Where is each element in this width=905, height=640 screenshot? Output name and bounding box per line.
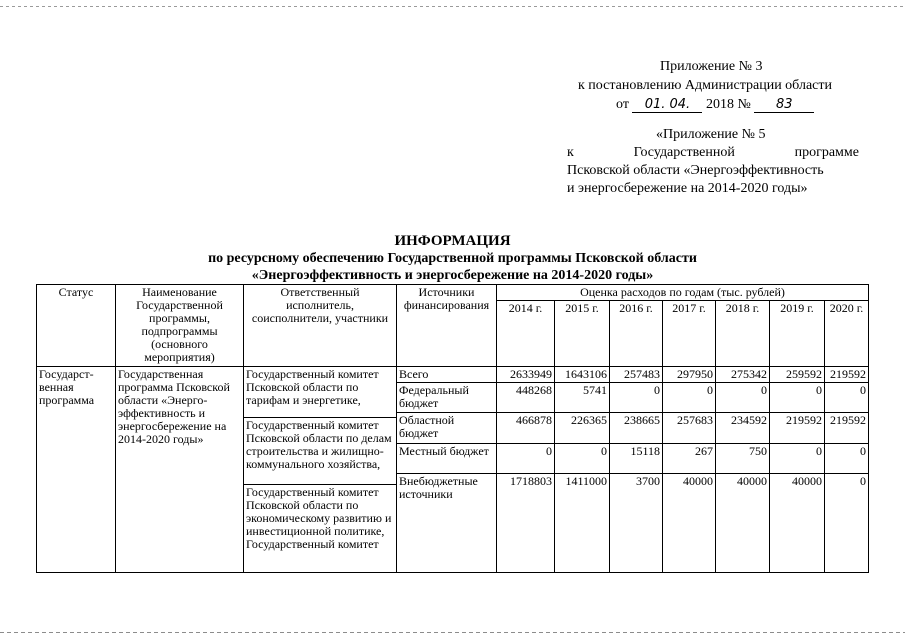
value-cell: 219592	[825, 367, 869, 383]
appendix-date-line	[616, 96, 814, 113]
from-label: от	[616, 97, 629, 112]
value-cell: 3700	[610, 474, 663, 573]
header-estimate: Оценка расходов по годам (тыс. рублей)	[497, 285, 869, 301]
handwritten-number: 83	[754, 98, 814, 113]
value-cell: 0	[770, 383, 825, 413]
resource-table	[36, 284, 869, 573]
value-cell: 0	[825, 383, 869, 413]
header-year: 2018 г.	[716, 301, 770, 367]
source-cell: Областной бюджет	[397, 413, 497, 443]
value-cell: 257483	[610, 367, 663, 383]
value-cell: 448268	[497, 383, 555, 413]
header-year: 2014 г.	[497, 301, 555, 367]
info-heading: ИНФОРМАЦИЯ	[394, 233, 511, 249]
source-cell: Местный бюджет	[397, 443, 497, 473]
value-cell: 0	[716, 383, 770, 413]
header-year: 2020 г.	[825, 301, 869, 367]
value-cell: 0	[770, 443, 825, 473]
appendix5-line3: и энергосбережение на 2014-2020 годы»	[567, 181, 808, 196]
responsible-entry: Государственный комитет Псковской области по тарифам и энергетике,	[244, 367, 396, 418]
value-cell: 0	[497, 443, 555, 473]
header-responsible: Ответственный исполнитель, соисполнители, участники	[244, 285, 397, 367]
responsible-cell	[244, 367, 397, 573]
value-cell: 275342	[716, 367, 770, 383]
value-cell: 259592	[770, 367, 825, 383]
value-cell: 219592	[825, 413, 869, 443]
appendix5-word: программе	[794, 145, 859, 160]
appendix5-title: «Приложение № 5	[656, 127, 766, 142]
value-cell: 40000	[716, 474, 770, 573]
source-cell: Внебюджетные источники	[397, 474, 497, 573]
header-year: 2015 г.	[555, 301, 610, 367]
value-cell: 0	[825, 474, 869, 573]
value-cell: 226365	[555, 413, 610, 443]
value-cell: 297950	[663, 367, 716, 383]
info-subheading: по ресурсному обеспечению Государственной программы Псковской области	[208, 251, 697, 266]
appendix5-line2: Псковской области «Энергоэффективность	[567, 163, 824, 178]
program-name-cell: Государственная программа Псковской области «Энерго-эффективность и энергосбережение на 2014-2020 годы»	[116, 367, 244, 573]
header-status: Статус	[37, 285, 116, 367]
value-cell: 1643106	[555, 367, 610, 383]
source-cell: Всего	[397, 367, 497, 383]
year-text: 2018 №	[705, 97, 751, 112]
appendix5-body	[567, 144, 859, 198]
scan-edge-bottom	[0, 632, 905, 633]
value-cell: 40000	[663, 474, 716, 573]
source-cell: Федеральный бюджет	[397, 383, 497, 413]
value-cell: 40000	[770, 474, 825, 573]
header-name: Наименование Государственной программы, подпрограммы (основного мероприятия)	[116, 285, 244, 367]
responsible-entry: Государственный комитет Псковской области по делам строительства и жилищно-коммунального хозяйства,	[244, 418, 396, 485]
info-program-name: «Энергоэффективность и энергосбережение на 2014-2020 годы»	[251, 268, 654, 283]
value-cell: 5741	[555, 383, 610, 413]
value-cell: 1411000	[555, 474, 610, 573]
value-cell: 0	[610, 383, 663, 413]
value-cell: 15118	[610, 443, 663, 473]
value-cell: 2633949	[497, 367, 555, 383]
appendix5-line1	[567, 144, 859, 162]
responsible-entry: Государственный комитет Псковской области по экономическому развитию и инвестиционной политике, Государственный комитет	[246, 485, 392, 551]
value-cell: 466878	[497, 413, 555, 443]
value-cell: 257683	[663, 413, 716, 443]
table-row	[37, 367, 869, 383]
value-cell: 267	[663, 443, 716, 473]
appendix5-word: Государственной	[633, 145, 735, 160]
header-year: 2019 г.	[770, 301, 825, 367]
value-cell: 234592	[716, 413, 770, 443]
appendix-decree: к постановлению Администрации области	[578, 78, 832, 93]
appendix5-word: к	[567, 145, 574, 160]
status-cell: Государст-венная программа	[37, 367, 116, 573]
handwritten-date: 01. 04.	[632, 98, 702, 113]
value-cell: 0	[825, 443, 869, 473]
header-sources: Источники финансирования	[397, 285, 497, 367]
value-cell: 219592	[770, 413, 825, 443]
scan-edge-top	[0, 6, 905, 7]
header-year: 2016 г.	[610, 301, 663, 367]
value-cell: 0	[555, 443, 610, 473]
value-cell: 750	[716, 443, 770, 473]
appendix-title: Приложение № 3	[660, 59, 763, 74]
value-cell: 1718803	[497, 474, 555, 573]
header-year: 2017 г.	[663, 301, 716, 367]
value-cell: 238665	[610, 413, 663, 443]
value-cell: 0	[663, 383, 716, 413]
